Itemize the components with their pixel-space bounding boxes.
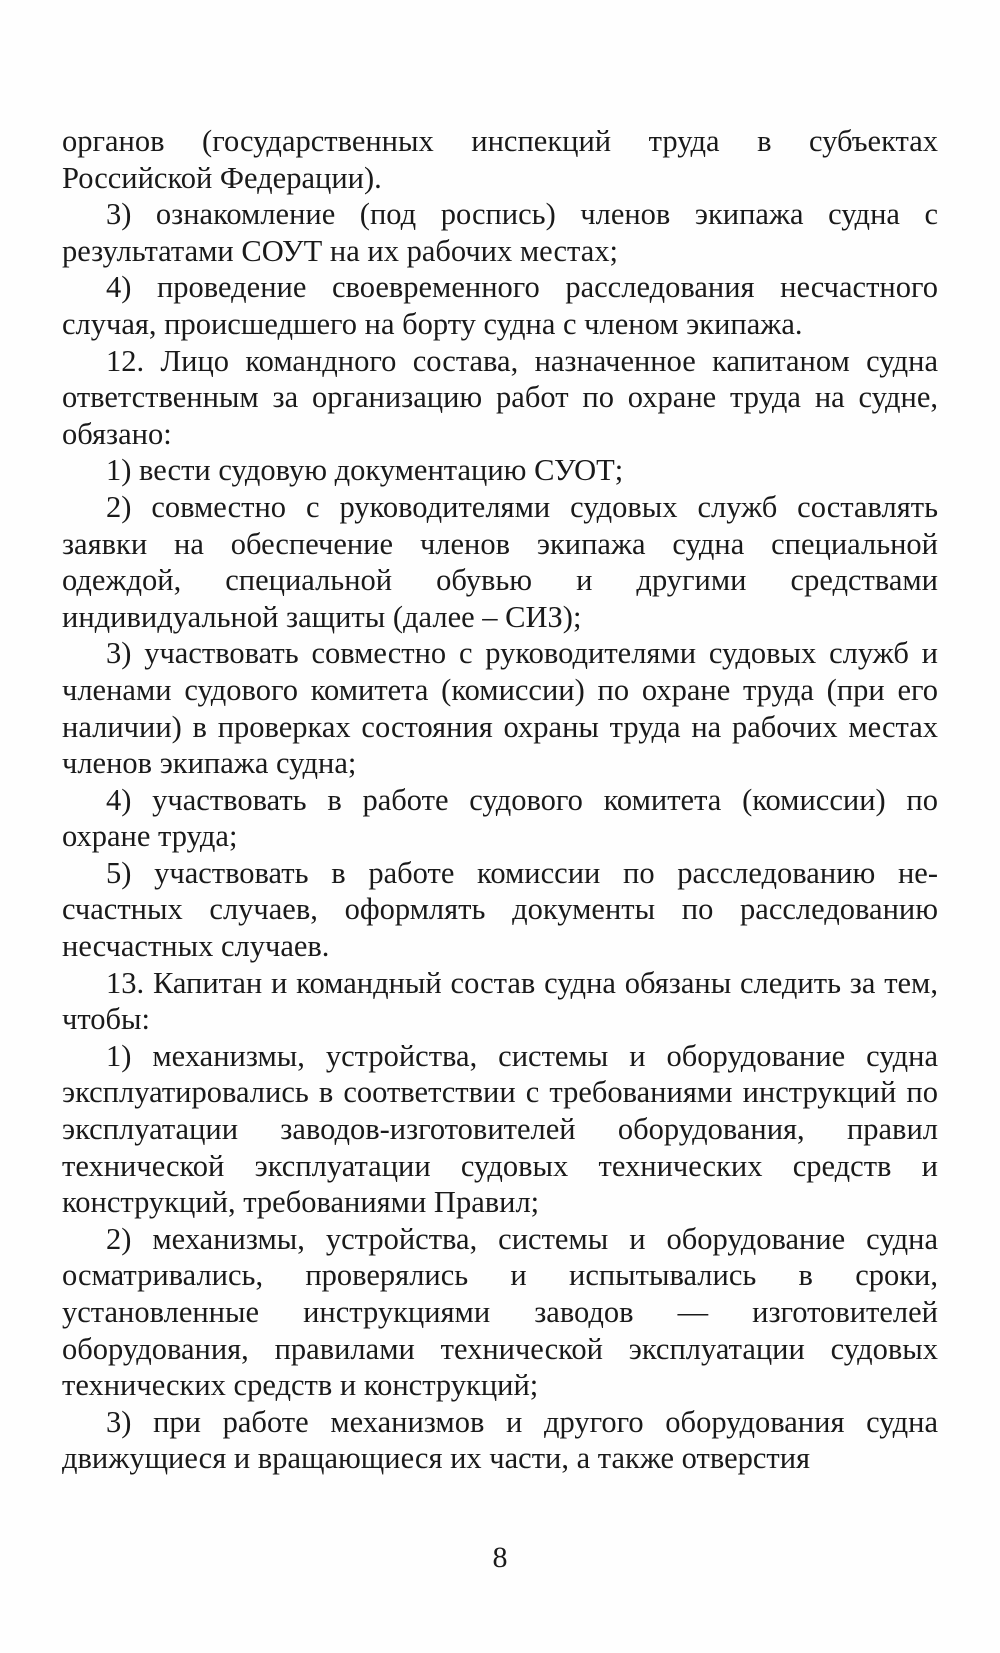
page-number: 8 [492,1541,508,1574]
paragraph: 5) участвовать в работе комиссии по расследованию несчастных случаев, оформлять документы по расследованию несчастных случаев. [62,855,938,964]
paragraph: 4) проведение своевременного расследования несчастного случая, происшедшего на борту судна с членом экипажа. [62,270,938,341]
paragraph: 3) при работе механизмов и другого оборудования судна движущиеся и вращающиеся их части, а также отверстия [62,1404,938,1476]
paragraph: 2) совместно с руководителями судовых служб составлять заявки на обеспечение членов экипажа судна специальной одеждой, специальной обувью и другими средствами индивидуальной защиты (далее – СИЗ); [62,489,938,634]
paragraph: 1) вести судовую документацию СУОТ; [106,453,624,488]
body-text [62,123,938,1477]
paragraph: органов (государственных инспекций труда в субъектах Российской Федерации). [62,124,938,195]
paragraph: 2) механизмы, устройства, системы и оборудование судна осматривались, проверялись и испытывались в сроки, установленные инструкциями заводов — изготовителей оборудования, правилами технической эксплуатации судовых технических средств и конструкций; [62,1221,938,1403]
paragraph: 12. Лицо командного состава, назначенное капитаном судна ответственным за организацию работ по охране труда на судне, обязано: [62,343,938,451]
paragraph: 4) участвовать в работе судового комитета (комиссии) по охране труда; [62,782,938,854]
paragraph: 3) ознакомление (под роспись) членов экипажа судна с результатами СОУТ на их рабочих местах; [62,197,938,268]
paragraph: 1) механизмы, устройства, системы и оборудование судна эксплуатировались в соответствии с требованиями инструкций по эксплуатации заводов-изготовителей оборудования, правил технической эксплуатации судовых технических средств и конструкций, требованиями Правил; [62,1038,938,1220]
paragraph: 3) участвовать совместно с руководителями судовых служб и членами судового комитета (комиссии) по охране труда (при его наличии) в проверках состояния охраны труда на рабочих местах членов экипажа судна; [62,636,938,781]
paragraph: 13. Капитан и командный состав судна обязаны следить за тем, чтобы: [62,965,938,1037]
